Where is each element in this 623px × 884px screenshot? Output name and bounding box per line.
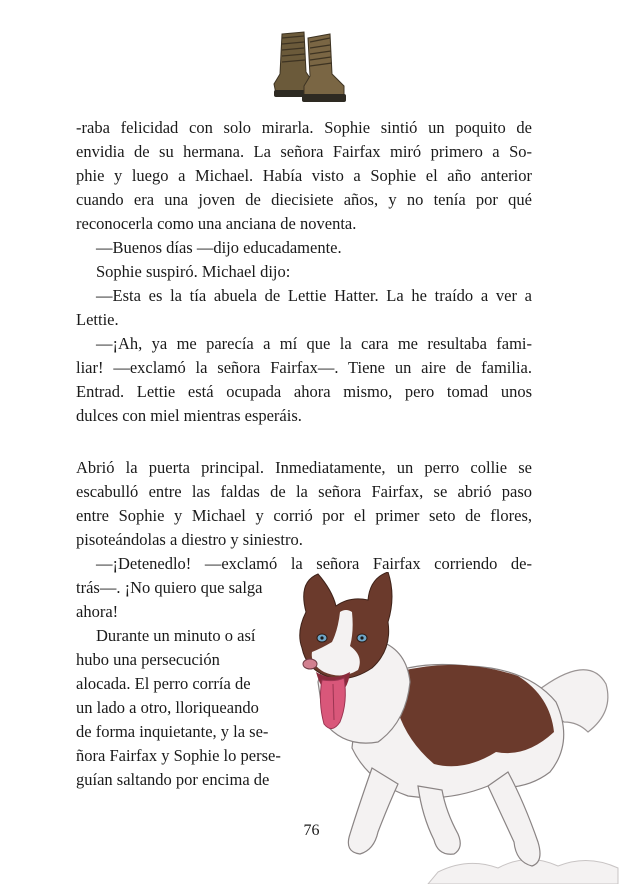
text-block-top	[76, 116, 532, 428]
text-line: reconocerla como una anciana de noventa.	[76, 214, 357, 233]
paragraph-6	[76, 456, 532, 552]
text-line: —¡Detenedlo! —exclamó la señora Fairfax corriendo de-	[96, 554, 532, 573]
page-number: 76	[303, 822, 320, 839]
text-line: envidia de su hermana. La señora Fairfax miró primero a So-	[76, 142, 532, 161]
text-line: liar! —exclamó la señora Fairfax—. Tiene un aire de familia.	[76, 358, 532, 377]
text-line: —Buenos días —dijo educadamente.	[96, 238, 342, 257]
text-line: escabulló entre las faldas de la señora Fairfax, se abrió paso	[76, 482, 532, 501]
text-line: Sophie suspiró. Michael dijo:	[96, 262, 291, 281]
text-line: guían saltando por encima de	[76, 770, 270, 789]
text-line: Entrad. Lettie está ocupada ahora mismo, pero tomad unos	[76, 382, 532, 401]
text-line: ahora!	[76, 602, 119, 621]
paragraph-2	[76, 236, 532, 260]
paragraph-3	[76, 260, 532, 284]
text-line: hubo una persecución	[76, 650, 220, 669]
text-line: phie y luego a Michael. Había visto a Sophie el año anterior	[76, 166, 532, 185]
paragraph-1	[76, 116, 532, 236]
paragraph-4	[76, 284, 532, 332]
text-line: de forma inquietante, y la se-	[76, 722, 269, 741]
paragraph-8	[76, 624, 301, 792]
text-line: Durante un minuto o así	[96, 626, 256, 645]
text-line: un lado a otro, lloriqueando	[76, 698, 259, 717]
text-line: -raba felicidad con solo mirarla. Sophie sintió un poquito de	[76, 118, 532, 137]
text-line: —Esta es la tía abuela de Lettie Hatter. La he traído a ver a	[96, 286, 532, 305]
text-line: alocada. El perro corría de	[76, 674, 251, 693]
text-line: pisoteándolas a diestro y siniestro.	[76, 530, 303, 549]
text-line: trás—. ¡No quiero que salga	[76, 578, 263, 597]
text-line: —¡Ah, ya me parecía a mí que la cara me resultaba fami-	[96, 334, 532, 353]
text-line: dulces con miel mientras esperáis.	[76, 406, 302, 425]
text-line: Lettie.	[76, 310, 119, 329]
text-line: cuando era una joven de diecisiete años, y no tenía por qué	[76, 190, 532, 209]
text-line: Abrió la puerta principal. Inmediatamente, un perro collie se	[76, 458, 532, 477]
text-line: entre Sophie y Michael y corrió por el primer seto de flores,	[76, 506, 532, 525]
boots-icon	[262, 28, 354, 108]
paragraph-5	[76, 332, 532, 428]
text-line: ñora Fairfax y Sophie lo perse-	[76, 746, 281, 765]
